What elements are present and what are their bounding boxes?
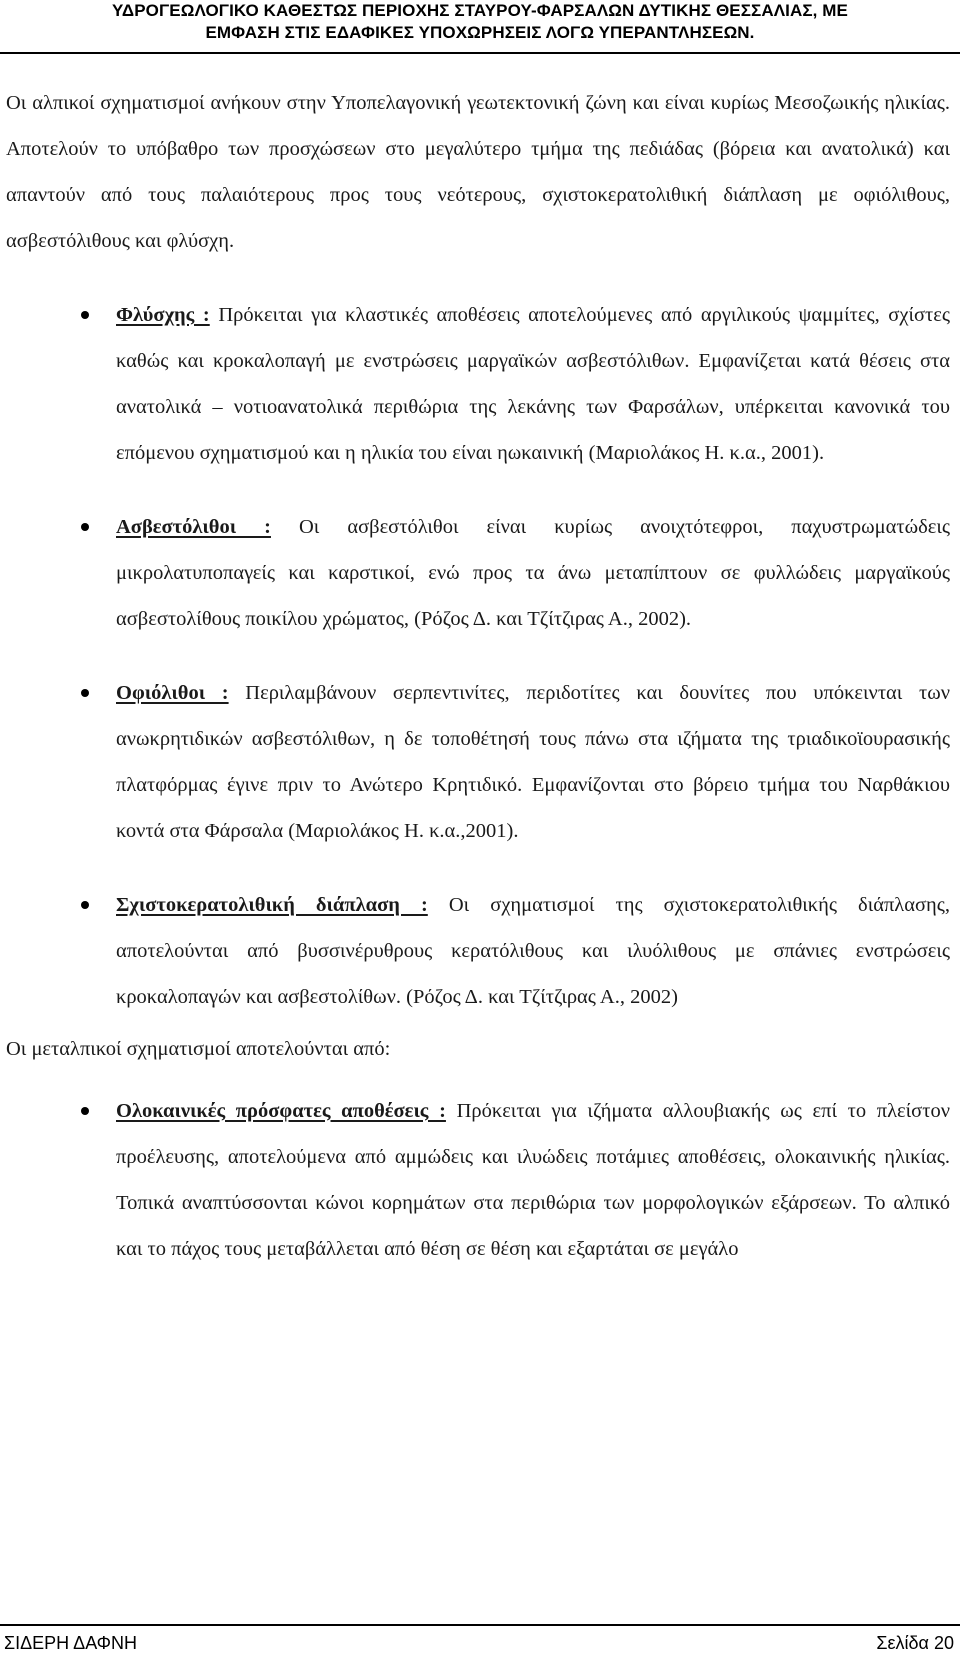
intro-paragraph: Οι αλπικοί σχηματισμοί ανήκουν στην Υποπελαγονική γεωτεκτονική ζώνη και είναι κυρίως Μεσοζωικής ηλικίας. Αποτελούν το υπόβαθρο των προσχώσεων στο μεγαλύτερο τμήμα της πεδιάδας (βόρεια και ανατολικά) και απαντούν από τους παλαιότερους προς τους νεότερους, σχιστοκερατολιθική διάπλαση με οφιόλιθους, ασβεστόλιθους και φλύσχη. (6, 92, 950, 252)
header-line-1: ΥΔΡΟΓΕΩΛΟΓΙΚΟ ΚΑΘΕΣΤΩΣ ΠΕΡΙΟΧΗΣ ΣΤΑΥΡΟΥ-ΦΑΡΣΑΛΩΝ ΔΥΤΙΚΗΣ ΘΕΣΣΑΛΙΑΣ, ΜΕ (112, 1, 848, 20)
term-label: Σχιστοκερατολιθική διάπλαση : (116, 894, 428, 916)
list-item-holocene-deposits (6, 1088, 950, 1272)
running-header (0, 0, 960, 44)
term-label: Φλύσχης : (116, 304, 210, 326)
item-description: Περιλαμβάνουν σερπεντινίτες, περιδοτίτες και δουνίτες που υπόκεινται των ανωκρητιδικών ασβεστόλιθων, η δε τοποθέτησή τους πάνω στα ιζήματα της τριαδικοϊουρασικής πλατφόρμας έγινε πριν το Ανώτερο Κρητιδικό. Εμφανίζονται στο βόρειο τμήμα του Ναρθάκιου κοντά στα Φάρσαλα (Μαριολάκος Η. κ.α.,2001). (116, 682, 950, 842)
bullet-icon (81, 689, 89, 697)
postalpine-intro: Οι μεταλπικοί σχηματισμοί αποτελούνται από: (6, 1038, 391, 1060)
term-label: Ολοκαινικές πρόσφατες αποθέσεις : (116, 1100, 446, 1122)
header-rule (0, 52, 960, 54)
bullet-icon (81, 901, 89, 909)
item-description: Πρόκειται για κλαστικές αποθέσεις αποτελούμενες από αργιλικούς ψαμμίτες, σχίστες καθώς και κροκαλοπαγή με ενστρώσεις μαργαϊκών ασβεστόλιθων. Εμφανίζεται κατά θέσεις στα ανατολικά – νοτιοανατολικά περιθώρια της λεκάνης των Φαρσάλων, υπέρκειται κανονικά του επόμενου σχηματισμού και η ηλικία του είναι ηωκαινική (Μαριολάκος Η. κ.α., 2001). (116, 304, 950, 464)
item-description: Οι ασβεστόλιθοι είναι κυρίως ανοιχτότεφροι, παχυστρωματώδεις μικρολατυποπαγείς και καρστικοί, ενώ προς τα άνω μεταπίπτουν σε φυλλώδεις μαργαϊκούς ασβεστολίθους ποικίλου χρώματος, (Ρόζος Δ. και Τζίτζιρας Α., 2002). (116, 516, 950, 630)
bullet-icon (81, 311, 89, 319)
list-item-flysch (6, 292, 950, 476)
header-line-2: ΕΜΦΑΣΗ ΣΤΙΣ ΕΔΑΦΙΚΕΣ ΥΠΟΧΩΡΗΣΕΙΣ ΛΟΓΩ ΥΠΕΡΑΝΤΛΗΣΕΩΝ. (205, 23, 755, 42)
list-item-limestones (6, 504, 950, 642)
term-label: Οφιόλιθοι : (116, 682, 229, 704)
body-text (6, 80, 950, 1272)
term-label: Ασβεστόλιθοι : (116, 516, 271, 538)
item-description: Οι σχηματισμοί της σχιστοκερατολιθικής διάπλασης, αποτελούνται από βυσσινέρυθρους κερατόλιθους και ιλυόλιθους με σπάνιες ενστρώσεις κροκαλοπαγών και ασβεστολίθων. (Ρόζος Δ. και Τζίτζιρας Α., 2002) (116, 894, 951, 1008)
list-item-ophiolites (6, 670, 950, 854)
page-number: Σελίδα 20 (876, 1633, 954, 1653)
alpine-formations-list (6, 292, 950, 1020)
footer-rule (0, 1624, 960, 1626)
item-description: Πρόκειται για ιζήματα αλλουβιακής ως επί το πλείστον προέλευσης, αποτελούμενα από αμμώδεις και ιλυώδεις ποτάμιες αποθέσεις, ολοκαινικής ηλικίας. Τοπικά αναπτύσσονται κώνοι κορημάτων στα περιθώρια των μορφολογικών εξάρσεων. Το αλπικό και το πάχος τους μεταβάλλεται από θέση σε θέση και εξαρτάται σε μεγάλο (116, 1100, 950, 1260)
bullet-icon (81, 523, 89, 531)
bullet-icon (81, 1107, 89, 1115)
footer-author: ΣΙΔΕΡΗ ΔΑΦΝΗ (4, 1633, 138, 1653)
postalpine-formations-list (6, 1088, 950, 1272)
page-footer (0, 1630, 960, 1656)
list-item-chert-formation (6, 882, 950, 1020)
